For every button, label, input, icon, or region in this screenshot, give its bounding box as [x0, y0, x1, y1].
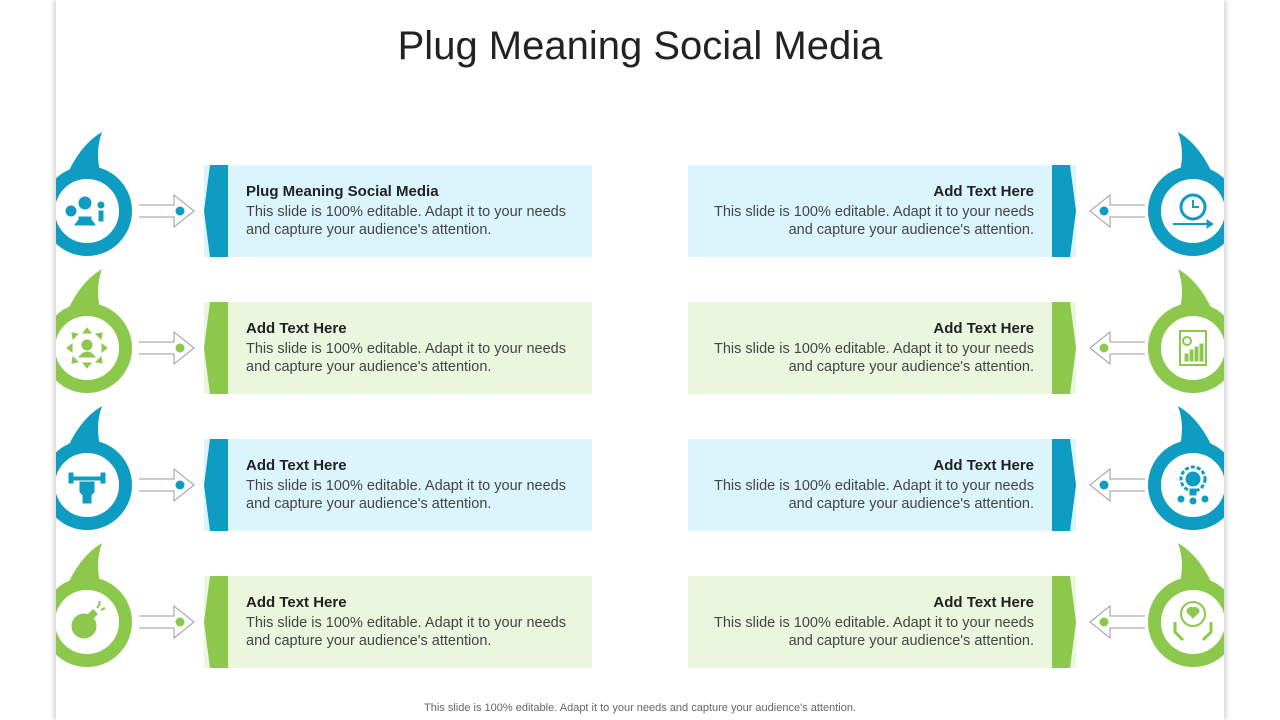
arrow-left-icon	[1088, 467, 1146, 503]
slide	[56, 0, 1224, 720]
text-box	[688, 576, 1076, 668]
item-body: This slide is 100% editable. Adapt it to your needs and capture your audience's attention.	[714, 478, 1034, 512]
arrow-right-icon	[138, 193, 196, 229]
item-heading: Add Text Here	[933, 183, 1034, 200]
arrow-right-icon	[138, 330, 196, 366]
slide-title: Plug Meaning Social Media	[397, 24, 883, 68]
hand-dumbbell-icon	[62, 460, 112, 510]
stopwatch-arrow-icon	[1168, 186, 1218, 236]
item-heading: Plug Meaning Social Media	[246, 183, 439, 200]
bomb-icon	[62, 597, 112, 647]
item-heading: Add Text Here	[933, 594, 1034, 611]
text-box	[688, 439, 1076, 531]
arrow-right-icon	[138, 604, 196, 640]
text-box	[204, 302, 592, 394]
arrow-left-icon	[1088, 604, 1146, 640]
item-body: This slide is 100% editable. Adapt it to your needs and capture your audience's attention.	[246, 478, 566, 512]
item-body: This slide is 100% editable. Adapt it to your needs and capture your audience's attention.	[714, 204, 1034, 238]
item-heading: Add Text Here	[246, 457, 347, 474]
item-body: This slide is 100% editable. Adapt it to your needs and capture your audience's attention.	[714, 615, 1034, 649]
text-box	[204, 439, 592, 531]
person-network-arrows-icon	[62, 323, 112, 373]
text-box	[204, 576, 592, 668]
person-idea-gear-icon	[62, 186, 112, 236]
arrow-right-icon	[138, 467, 196, 503]
text-box	[204, 165, 592, 257]
item-body: This slide is 100% editable. Adapt it to your needs and capture your audience's attention.	[246, 204, 566, 238]
item-heading: Add Text Here	[933, 457, 1034, 474]
item-body: This slide is 100% editable. Adapt it to your needs and capture your audience's attention.	[246, 615, 566, 649]
item-heading: Add Text Here	[933, 320, 1034, 337]
item-body: This slide is 100% editable. Adapt it to your needs and capture your audience's attention.	[714, 341, 1034, 375]
item-heading: Add Text Here	[246, 594, 347, 611]
arrow-left-icon	[1088, 193, 1146, 229]
item-heading: Add Text Here	[246, 320, 347, 337]
hands-heart-icon	[1168, 597, 1218, 647]
financial-report-icon	[1168, 323, 1218, 373]
text-box	[688, 302, 1076, 394]
footer-note: This slide is 100% editable. Adapt it to your needs and capture your audience's attention.	[424, 702, 856, 714]
item-body: This slide is 100% editable. Adapt it to your needs and capture your audience's attention.	[246, 341, 566, 375]
lightbulb-gears-icon	[1168, 460, 1218, 510]
arrow-left-icon	[1088, 330, 1146, 366]
text-box	[688, 165, 1076, 257]
